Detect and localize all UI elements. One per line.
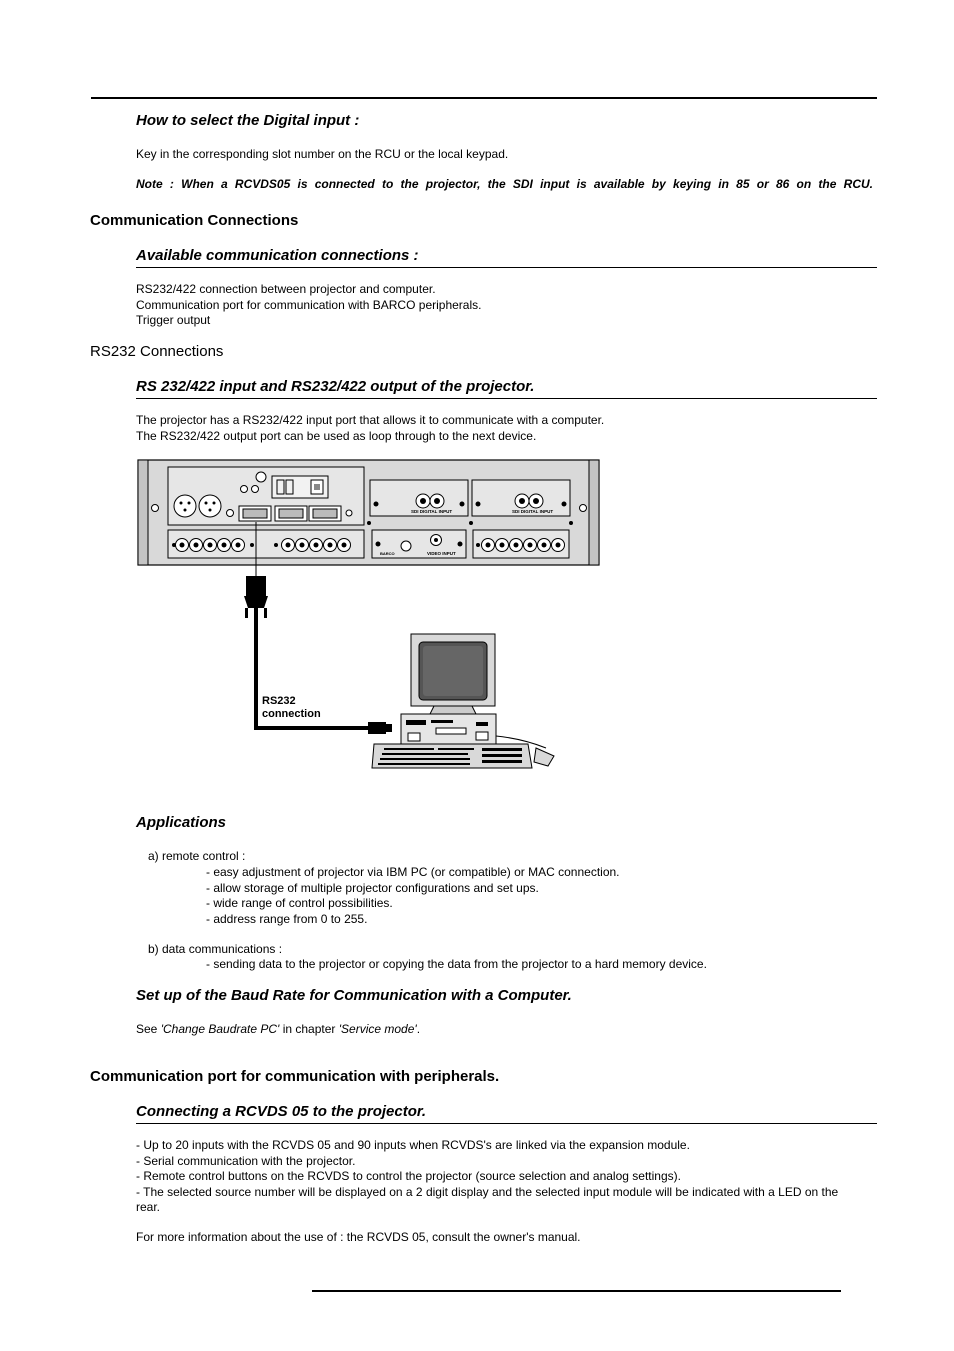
rcvds-more-info: For more information about the use of : the RCVDS 05, consult the owner's manual. <box>136 1230 581 1244</box>
available-connections-list <box>136 282 481 329</box>
list-item: Communication port for communication with BARCO peripherals. <box>136 297 482 312</box>
list-item: - Serial communication with the projector. <box>136 1153 356 1168</box>
digital-input-heading: How to select the Digital input : <box>136 112 360 129</box>
applications-b-list <box>136 957 707 973</box>
projector-rear-panel <box>138 460 599 565</box>
available-connections-heading: Available communication connections : <box>136 247 419 264</box>
available-connections-rule <box>136 267 877 268</box>
rs232-description <box>136 413 604 444</box>
rcvds-list <box>136 1138 838 1216</box>
sdi-label-2: SDI DIGITAL INPUT <box>512 509 554 514</box>
list-item: RS232/422 connection between projector and computer. <box>136 282 436 296</box>
peripherals-heading: Communication port for communication with peripherals. <box>90 1068 500 1085</box>
list-item: - Up to 20 inputs with the RCVDS 05 and 90 inputs when RCVDS's are linked via the expansion module. <box>136 1138 690 1152</box>
communication-connections-heading: Communication Connections <box>90 212 299 229</box>
list-item: rear. <box>136 1200 161 1214</box>
change-baudrate-ref: 'Change Baudrate PC' <box>160 1022 280 1036</box>
rs232-connections-heading: RS232 Connections <box>90 343 224 360</box>
paragraph-line: The RS232/422 output port can be used as loop through to the next device. <box>136 428 537 443</box>
rs232-io-heading: RS 232/422 input and RS232/422 output of the projector. <box>136 378 535 395</box>
list-item: Trigger output <box>136 313 211 327</box>
service-mode-ref: 'Service mode' <box>338 1022 417 1036</box>
paragraph-line: The projector has a RS232/422 input port that allows it to communicate with a computer. <box>136 413 605 427</box>
barco-brand: BARCO <box>380 551 395 556</box>
see-text: See <box>136 1022 161 1036</box>
rs232-connection-label-1: RS232 <box>262 695 296 707</box>
applications-b-label: b) data communications : <box>148 942 283 956</box>
list-item: - sending data to the projector or copying the data from the projector to a hard memory device. <box>206 957 707 971</box>
applications-heading: Applications <box>136 814 227 831</box>
list-item: - allow storage of multiple projector configurations and set ups. <box>206 880 539 895</box>
rs232-connection-label-2: connection <box>262 708 321 720</box>
applications-a-label: a) remote control : <box>148 849 246 863</box>
chapter-text: in chapter <box>279 1022 339 1036</box>
bottom-rule <box>312 1290 841 1292</box>
digital-input-text: Key in the corresponding slot number on the RCU or the local keypad. <box>136 147 509 161</box>
list-item: - easy adjustment of projector via IBM PC (or compatible) or MAC connection. <box>206 865 620 879</box>
computer-illustration <box>372 634 554 768</box>
list-item: - Remote control buttons on the RCVDS to control the projector (source selection and analog settings). <box>136 1169 681 1183</box>
list-item: - wide range of control possibilities. <box>206 896 393 910</box>
top-rule <box>91 97 877 99</box>
list-item: - address range from 0 to 255. <box>206 911 368 926</box>
video-input-label: VIDEO INPUT <box>427 551 456 556</box>
applications-a-list <box>136 865 620 927</box>
rcvds-heading: Connecting a RCVDS 05 to the projector. <box>136 1103 427 1120</box>
rcvds-rule <box>136 1123 877 1124</box>
sdi-note: Note : When a RCVDS05 is connected to the projector, the SDI input is available by keying in 85 or 86 on the RCU. <box>136 177 873 191</box>
rs232-connection-diagram <box>136 458 606 773</box>
baud-rate-heading: Set up of the Baud Rate for Communication with a Computer. <box>136 987 572 1004</box>
list-item: - The selected source number will be displayed on a 2 digit display and the selected input module will be indicated with a LED on the <box>136 1184 839 1199</box>
baud-rate-text <box>136 1022 420 1038</box>
sdi-label-1: SDI DIGITAL INPUT <box>411 509 453 514</box>
period-text: . <box>416 1022 421 1036</box>
rs232-io-rule <box>136 398 877 399</box>
